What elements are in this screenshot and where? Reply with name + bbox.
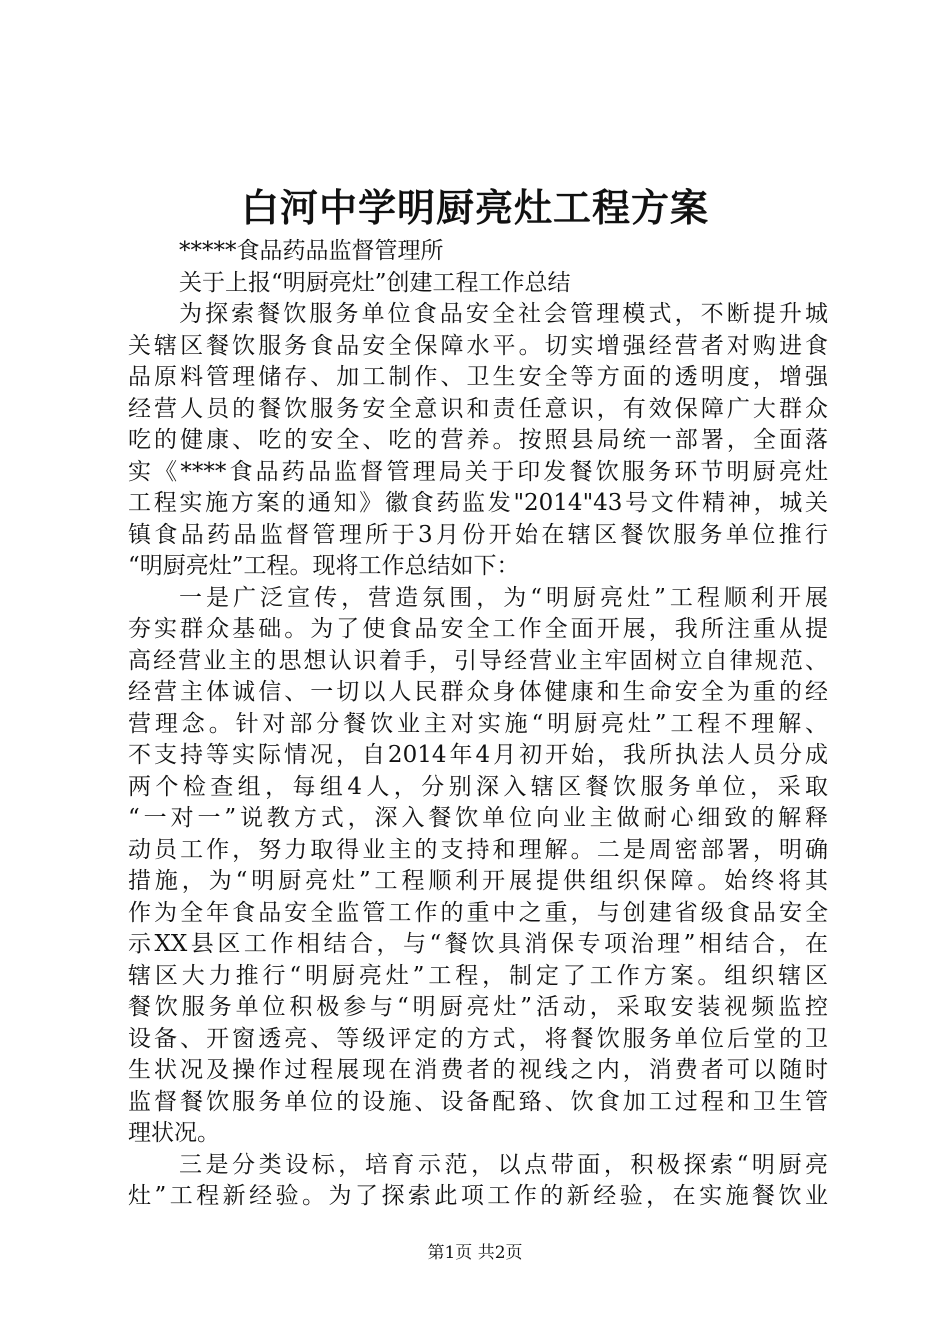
text-line: 高经营业主的思想认识着手，引导经营业主牢固树立自律规范、 (128, 647, 828, 674)
text-line: 示XX县区工作相结合，与“餐饮具消保专项治理”相结合，在 (128, 931, 828, 957)
text-line: “明厨亮灶”工程。现将工作总结如下： (128, 553, 520, 579)
text-line: 镇食品药品监督管理所于3月份开始在辖区餐饮服务单位推行 (128, 521, 828, 548)
text-line: 为探索餐饮服务单位食品安全社会管理模式，不断提升城 (179, 301, 828, 327)
text-line: 作为全年食品安全监管工作的重中之重，与创建省级食品安全 (128, 899, 828, 926)
text-line: 两个检查组，每组4人，分别深入辖区餐饮服务单位，采取 (128, 773, 828, 800)
text-line: 餐饮服务单位积极参与“明厨亮灶”活动，采取安装视频监控 (128, 994, 828, 1020)
page-footer: 第1页 共2页 (427, 1243, 523, 1263)
text-line: 设备、开窗透亮、等级评定的方式，将餐饮服务单位后堂的卫 (128, 1025, 828, 1052)
text-line: 一是广泛宣传，营造氛围，为“明厨亮灶”工程顺利开展 (179, 584, 828, 611)
text-line: 营理念。针对部分餐饮业主对实施“明厨亮灶”工程不理解、 (128, 710, 828, 737)
text-line: “一对一”说教方式，深入餐饮单位向业主做耐心细致的解释 (128, 805, 828, 831)
text-line: 动员工作，努力取得业主的支持和理解。二是周密部署，明确 (128, 836, 828, 863)
text-line: 措施，为“明厨亮灶”工程顺利开展提供组织保障。始终将其 (128, 868, 828, 894)
document-body (128, 236, 828, 1213)
document-title: 白河中学明厨亮灶工程方案 (240, 185, 709, 230)
text-line: 生状况及操作过程展现在消费者的视线之内，消费者可以随时 (128, 1057, 828, 1083)
text-line: 关辖区餐饮服务食品安全保障水平。切实增强经营者对购进食 (128, 332, 828, 359)
text-line: 经营主体诚信、一切以人民群众身体健康和生命安全为重的经 (128, 679, 828, 705)
text-line: 工程实施方案的通知》徽食药监发"2014"43号文件精神，城关 (128, 490, 828, 516)
text-line: 关于上报“明厨亮灶”创建工程工作总结 (179, 269, 571, 296)
text-line: 实《****食品药品监督管理局关于印发餐饮服务环节明厨亮灶 (128, 458, 828, 485)
text-line: 灶”工程新经验。为了探索此项工作的新经验，在实施餐饮业 (128, 1183, 828, 1209)
text-line: 经营人员的餐饮服务安全意识和责任意识，有效保障广大群众 (128, 395, 828, 422)
text-line: 不支持等实际情况，自2014年4月初开始，我所执法人员分成 (128, 742, 828, 768)
text-line: 吃的健康、吃的安全、吃的营养。按照县局统一部署，全面落 (128, 427, 828, 453)
text-line: 品原料管理储存、加工制作、卫生安全等方面的透明度，增强 (128, 364, 828, 390)
text-line: 理状况。 (128, 1120, 220, 1146)
text-line: 辖区大力推行“明厨亮灶”工程，制定了工作方案。组织辖区 (128, 962, 828, 989)
text-line: 夯实群众基础。为了使食品安全工作全面开展，我所注重从提 (128, 616, 828, 642)
text-line: *****食品药品监督管理所 (179, 238, 444, 264)
text-line: 三是分类设标，培育示范，以点带面，积极探索“明厨亮 (179, 1151, 828, 1178)
text-line: 监督餐饮服务单位的设施、设备配臵、饮食加工过程和卫生管 (128, 1088, 828, 1115)
